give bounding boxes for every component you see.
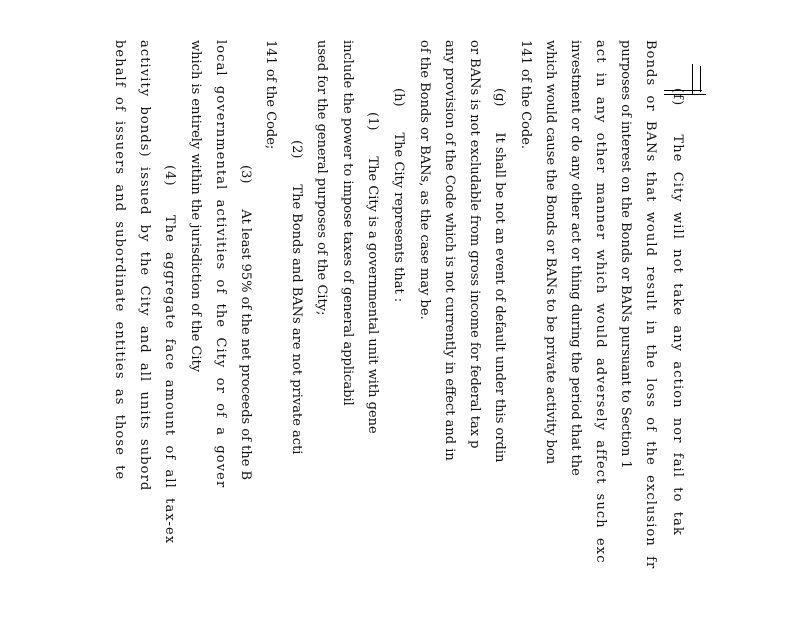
paragraph-g-line: of the Bonds or BANs, as the case may be. <box>417 40 432 320</box>
item-2-line: (2) The Bonds and BANs are not private acti <box>289 140 304 455</box>
item-4-line: activity bonds) issued by the City and all units subord <box>137 40 152 492</box>
paragraph-f-line: act in any other manner which would adversely affect such exc <box>593 40 608 564</box>
paragraph-f-line: Bonds or BANs that would result in the loss of the exclusion fr <box>643 40 658 570</box>
paragraph-f-line: purposes of interest on the Bonds or BANs pursuant to Section 1 <box>618 40 633 469</box>
item-4-line: (4) The aggregate face amount of all tax-ex <box>162 165 177 545</box>
item-1-line: (1) The City is a governmental unit with gene <box>365 112 380 434</box>
paragraph-f-line: (f) The City will not take any action nor fail to tak <box>670 88 685 536</box>
rotated-document-text <box>50 40 690 618</box>
item-4-line: behalf of issuers and subordinate entities as those te <box>112 40 127 481</box>
margin-rule-vertical-inner <box>700 66 701 92</box>
paragraph-f-line: which would cause the Bonds or BANs to be private activity bon <box>543 40 558 465</box>
paragraph-g-line: (g) It shall be not an event of default under this ordin <box>492 88 507 463</box>
item-3-line: which is entirely within the jurisdiction of the City <box>188 40 203 373</box>
paragraph-f-line: 141 of the Code. <box>518 40 533 150</box>
paragraph-f-line: investment or do any other act or thing during the period that the <box>568 40 583 476</box>
item-3-line: (3) At least 95% of the net proceeds of the B <box>238 165 253 481</box>
item-1-line: used for the general purposes of the City; <box>314 40 329 316</box>
item-1-line: include the power to impose taxes of general applicabil <box>340 40 355 406</box>
paragraph-h-heading: (h) The City represents that : <box>391 88 406 303</box>
item-2-line: 141 of the Code; <box>263 40 278 150</box>
paragraph-g-line: any provision of the Code which is not currently in effect and in <box>442 40 457 461</box>
item-3-line: local governmental activities of the City or of a gover <box>213 40 228 489</box>
paragraph-g-line: or BANs is not excludable from gross income for federal tax p <box>467 40 482 449</box>
